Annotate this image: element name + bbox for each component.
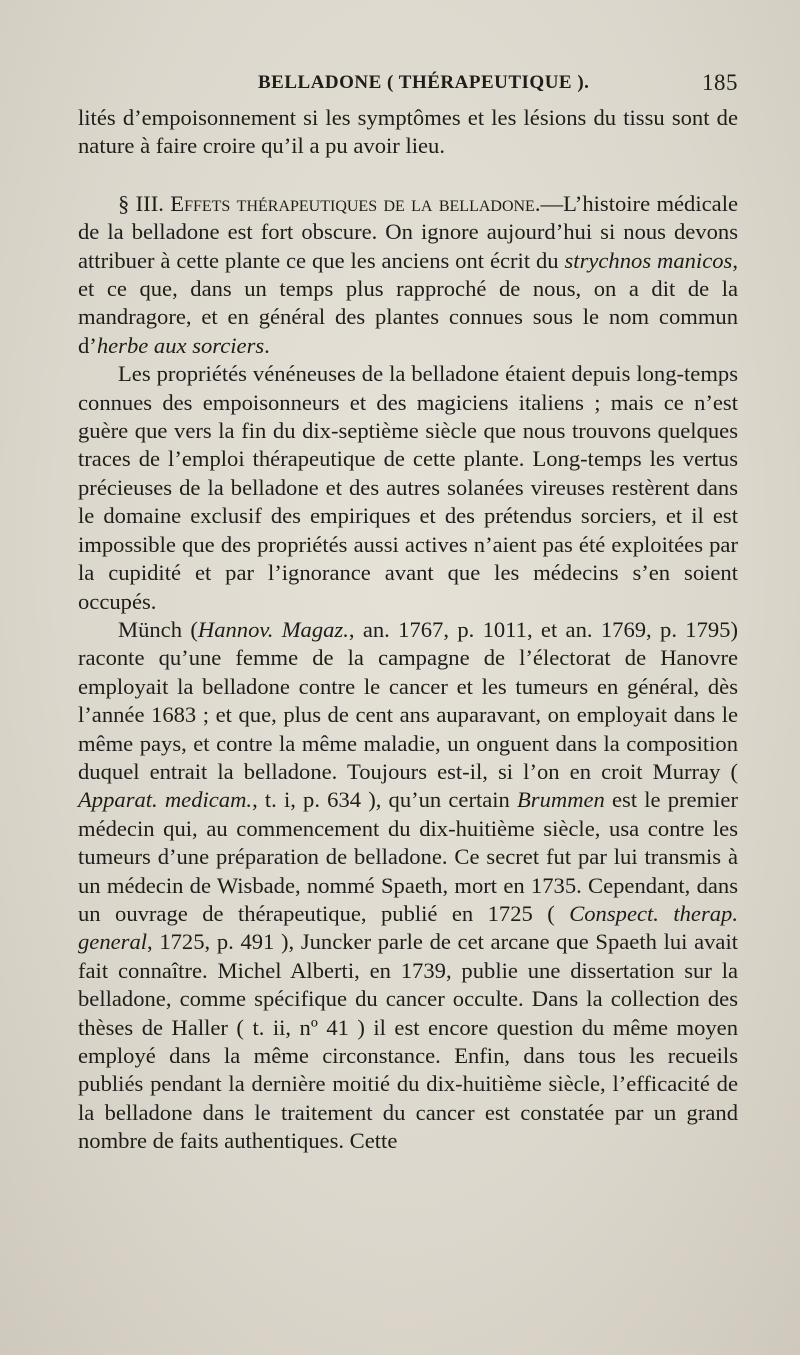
section-number: § III. (118, 190, 164, 216)
text-run: , t. i, p. 634 ), qu’un certain (252, 787, 517, 813)
text-run: , 1725, p. 491 ), Juncker parle de cet arcane que Spaeth lui avait fait connaître. Michel Alberti, en 1739, publie une dissertation sur la belladone, comme spécifique du cancer occulte. Dans la collection des thèses de Haller ( t. ii, nº 41 ) il est encore question du même moyen employé dans la même circonstance. Enfin, dans tous les recueils publiés pendant la dernière moitié du dix-huitième siècle, l’efficacité de la belladone dans le traitement du cancer est constatée par un grand nombre de faits authentiques. Cette (78, 929, 738, 1154)
paragraph-proprietes: Les propriétés vénéneuses de la belladone étaient depuis long-temps connues des empoisonneurs et des magiciens italiens ; mais ce n’est guère que vers la fin du dix-septième siècle que nous trouvons quelques traces de l’emploi thérapeutique de cette plante. Long-temps les vertus précieuses de la belladone et des autres solanées vireuses restèrent dans le domaine exclusif des empiriques et des prétendus sorciers, et il est impossible que des propriétés aussi actives n’aient pas été exploitées par la cupidité et par l’ignorance avant que les médecins s’en soient occupés. (78, 361, 738, 614)
text-run: , an. 1767, p. 1011, et an. 1769, p. 1795) raconte qu’une femme de la campagne de l’électorat de Hanovre employait la belladone contre le cancer et les tumeurs en général, dès l’année 1683 ; et que, plus de cent ans auparavant, on employait dans le même pays, et contre la même maladie, un onguent dans la composition duquel entrait la belladone. Toujours est-il, si l’on en croit Murray ( (78, 616, 739, 784)
text-run: est le premier médecin qui, au commencement du dix-huitième siècle, usa contre les tumeurs d’une préparation de belladone. Ce secret fut par lui transmis à un médecin de Wisbade, nommé Spaeth, mort en 1735. Cependant, dans un ouvrage de thérapeutique, publié en 1725 ( (78, 787, 738, 926)
running-title: BELLADONE ( THÉRAPEUTIQUE ). (258, 72, 590, 93)
italic-run: Hannov. Magaz. (197, 616, 349, 642)
section-heading: Effets thérapeutiques de la belladone. (170, 190, 541, 216)
italic-run: Apparat. medicam. (78, 787, 253, 813)
paragraph-continuation: lités d’empoisonnement si les symptômes et les lésions du tissu sont de nature à faire croire qu’il a pu avoir lieu. (78, 105, 738, 159)
italic-run: herbe aux sorciers (96, 332, 265, 358)
italic-run: Conspect. therap. general (78, 900, 738, 955)
text-run: Münch ( (118, 616, 198, 642)
italic-run: strychnos manicos (564, 247, 733, 273)
page-number: 185 (702, 70, 738, 95)
text-run: , et ce que, dans un temps plus rapproché de nous, on a dit de la mandragore, et en général des plantes connues sous le nom commun d’ (78, 247, 738, 358)
italic-run: Brummen (517, 787, 605, 813)
body-text (78, 104, 738, 1156)
paragraph-section-iii (78, 190, 738, 360)
paragraph-munch (78, 616, 738, 1156)
text-run: . (264, 332, 270, 358)
text-run: —L’histoire médicale de la belladone est fort obscure. On ignore aujourd’hui si nous devons attribuer à cette plante ce que les anciens ont écrit du (78, 190, 738, 273)
page-header (78, 66, 738, 102)
